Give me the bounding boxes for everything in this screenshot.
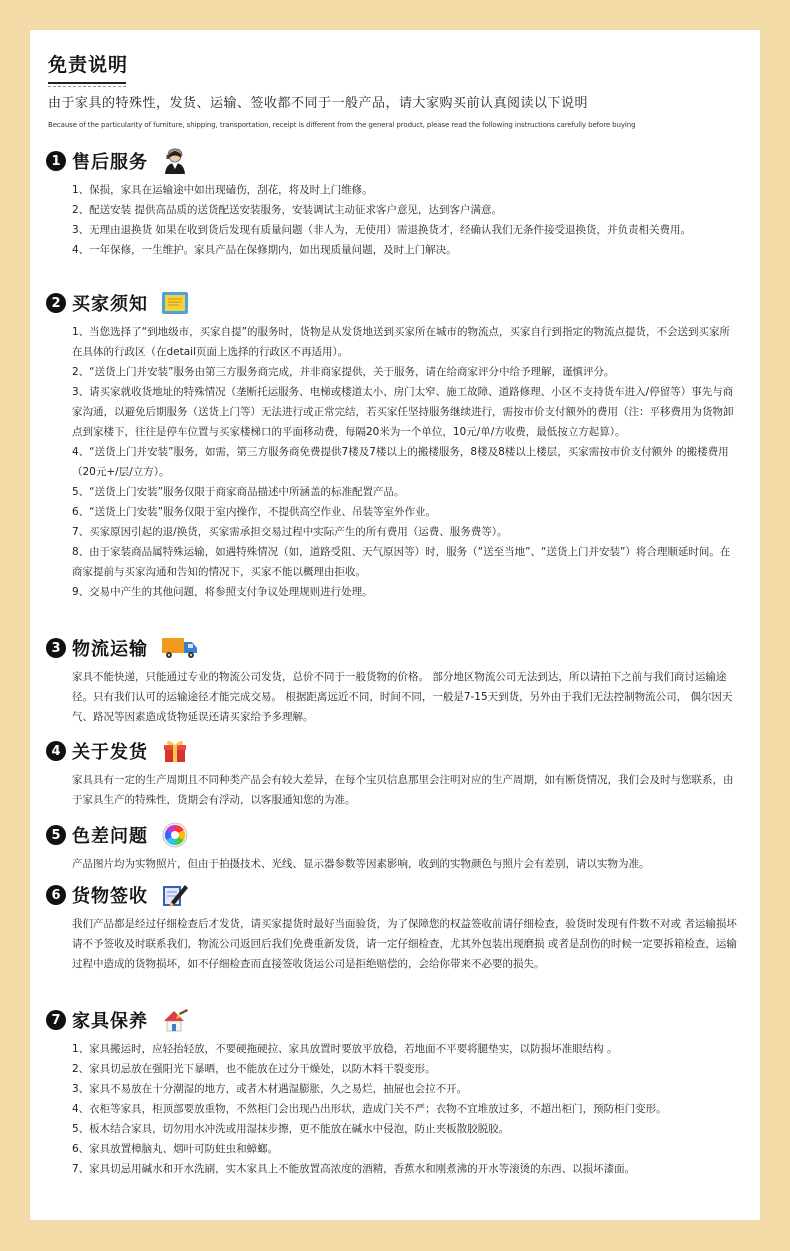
list-item: 家具不能快递，只能通过专业的物流公司发货，总价不同于一般货物的价格。 部分地区物流公司无法到达，所以请拍下之前与我们商讨运输途径。只有我们认可的运输途径才能完成交易。 根据距离远近不同，时间不同，一般是7-15天到货，另外由于我们无法控制物流公司， 偶尔因天气、路况等因素造成货物延误还请买家给予多理解。 xyxy=(72,671,733,723)
list-item: 5、板木结合家具，切勿用水冲洗或用湿抹步擦，更不能放在碱水中侵泡，防止夹板散胶脱胶。 xyxy=(72,1123,510,1135)
list-item: 8、由于家装商品属特殊运输，如遇特殊情况（如，道路受阻、天气原因等）时，服务（“送至当地”、“送货上门并安装”）将合理顺延时间。在商家提前与买家沟通和告知的情况下，买家不能以概理由拒收。 xyxy=(72,546,731,578)
section-title: 关于发货 xyxy=(72,742,148,763)
list-item: 2、“送货上门并安装”服务由第三方服务商完成，并非商家提供，关于服务，请在给商家评分中给予理解，谨慎评分。 xyxy=(72,366,615,378)
section-title: 售后服务 xyxy=(72,152,148,173)
delivery-truck-icon xyxy=(160,634,200,662)
cleaning-icon xyxy=(160,1006,190,1034)
section-number: 4 xyxy=(46,741,66,761)
list-item: 3、请买家就收货地址的特殊情况（垄断托运服务、电梯或楼道太小、房门太窄、施工故障、道路修理、小区不支持货车进入/停留等）事先与商家沟通，以避免后期服务（送货上门等）无法进行或正常完结，若买家任坚持服务继续进行，需按市价支付额外的费用（注：平移费用为货物卸点到家楼下，往往是停车位置与买家楼梯口的平面移动费，每隔20米为一个单位，10元/单/方收费，最低按立方起算）。 xyxy=(72,386,734,438)
list-item: 家具具有一定的生产周期且不同种类产品会有较大差异，在每个宝贝信息那里会注明对应的生产周期，如有断货情况，我们会及时与您联系，由于家具生产的特殊性，货期会有浮动，以客服通知您的为准。 xyxy=(72,774,734,806)
list-item: 3、无理由退换货 如果在收到货后发现有质量问题（非人为，无使用）需退换货才，经确认我们无条件接受退换货，并负责相关费用。 xyxy=(72,224,692,236)
list-item: 4、衣柜等家具，柜顶部要放重物，不然柜门会出现凸出形状，造成门关不严；衣物不宜堆放过多，不超出柜门，预防柜门变形。 xyxy=(72,1103,667,1115)
section-number: 1 xyxy=(46,151,66,171)
list-item: 3、家具不易放在十分潮湿的地方，或者木材遇湿膨胀，久之易烂，抽屉也会拉不开。 xyxy=(72,1083,468,1095)
customer-service-icon xyxy=(160,147,190,175)
list-item: 7、家具切忌用碱水和开水洗刷，实木家具上不能放置高浓度的酒精，香蕉水和刚煮沸的开水等滚烫的东西、以损坏漆面。 xyxy=(72,1163,636,1175)
page-subtitle: 由于家具的特殊性，发货、运输、签收都不同于一般产品，请大家购买前认真阅读以下说明 xyxy=(48,96,589,111)
section-number: 6 xyxy=(46,885,66,905)
list-item: 4、一年保修，一生维护。家具产品在保修期内，如出现质量问题，及时上门解决。 xyxy=(72,244,457,256)
section-logistics xyxy=(46,633,738,727)
section-title: 色差问题 xyxy=(72,826,148,847)
disclaimer-header xyxy=(48,50,742,129)
pen-sign-icon xyxy=(160,881,190,909)
gift-box-icon xyxy=(160,737,190,765)
list-item: 6、家具放置樟脑丸、烟叶可防蛀虫和蟑螂。 xyxy=(72,1143,279,1155)
list-item: 4、“送货上门并安装”服务，如需，第三方服务商免费提供7楼及7楼以上的搬楼服务，8楼及8楼以上楼层，买家需按市价支付额外 的搬楼费用（20元+/层/立方）。 xyxy=(72,446,729,478)
list-item: 6、“送货上门安装”服务仅限于室内操作，不提供高空作业、吊装等室外作业。 xyxy=(72,506,437,518)
section-title: 物流运输 xyxy=(72,639,148,660)
section-after-sales xyxy=(46,146,738,260)
section-receipt xyxy=(46,880,738,974)
list-item: 1、当您选择了“到地级市，买家自提”的服务时，货物是从发货地送到买家所在城市的物流点，买家自行到指定的物流点提货，不会送到买家所在具体的行政区（在detail页面上选择的行政区不再适用）。 xyxy=(72,326,731,358)
list-item: 9、交易中产生的其他问题，将参照支付争议处理规则进行处理。 xyxy=(72,586,373,598)
section-number: 3 xyxy=(46,638,66,658)
section-title: 货物签收 xyxy=(72,886,148,907)
section-color-difference xyxy=(46,820,738,874)
section-shipping xyxy=(46,736,738,810)
list-item: 产品图片均为实物照片，但由于拍摄技术、光线、显示器参数等因素影响，收到的实物颜色与照片会有差别，请以实物为准。 xyxy=(72,858,650,870)
notes-icon xyxy=(160,289,190,317)
section-buyer-notice xyxy=(46,288,738,602)
list-item: 我们产品都是经过仔细检查后才发货，请买家提货时最好当面验货，为了保障您的权益签收前请仔细检查，验货时发现有件数不对或 者运输损坏请不予签收及时联系我们，物流公司返回后我们免费重新发货，请一定仔细检查，尤其外包装出现磨损 或者是刮伤的时候一定要拆箱检查，运输过程中造成的货物损坏，如不仔细检查而直接签收货运公司是拒绝赔偿的，会给你带来不必要的损失。 xyxy=(72,918,737,970)
page-subtitle-english: Because of the particularity of furniture, shipping, transportation, receipt is different from the general product, please read the following instructions carefully before buying xyxy=(48,121,636,129)
section-title: 买家须知 xyxy=(72,294,148,315)
list-item: 7、买家原因引起的退/换货，买家需承担交易过程中实际产生的所有费用（运费、服务费等）。 xyxy=(72,526,508,538)
page-title: 免责说明 xyxy=(48,54,129,76)
section-maintenance xyxy=(46,1005,738,1179)
list-item: 2、家具切忌放在强阳光下暴晒，也不能放在过分干燥处，以防木料干裂变形。 xyxy=(72,1063,436,1075)
section-number: 5 xyxy=(46,825,66,845)
color-wheel-icon xyxy=(160,821,190,849)
list-item: 1、保损，家具在运输途中如出现磕伤，刮花，将及时上门维修。 xyxy=(72,184,373,196)
title-underline xyxy=(48,82,742,90)
list-item: 5、“送货上门安装”服务仅限于商家商品描述中所涵盖的标准配置产品。 xyxy=(72,486,405,498)
section-title: 家具保养 xyxy=(72,1011,148,1032)
list-item: 2、配送安装 提供高品质的送货配送安装服务，安装调试主动征求客户意见，达到客户满意。 xyxy=(72,204,503,216)
list-item: 1、家具搬运时，应轻抬轻放，不要硬拖硬拉、家具放置时要放平放稳，若地面不平要将腿垫实，以防损坏准眼结构 。 xyxy=(72,1043,618,1055)
disclaimer-panel xyxy=(30,30,760,1220)
section-number: 2 xyxy=(46,293,66,313)
section-number: 7 xyxy=(46,1010,66,1030)
